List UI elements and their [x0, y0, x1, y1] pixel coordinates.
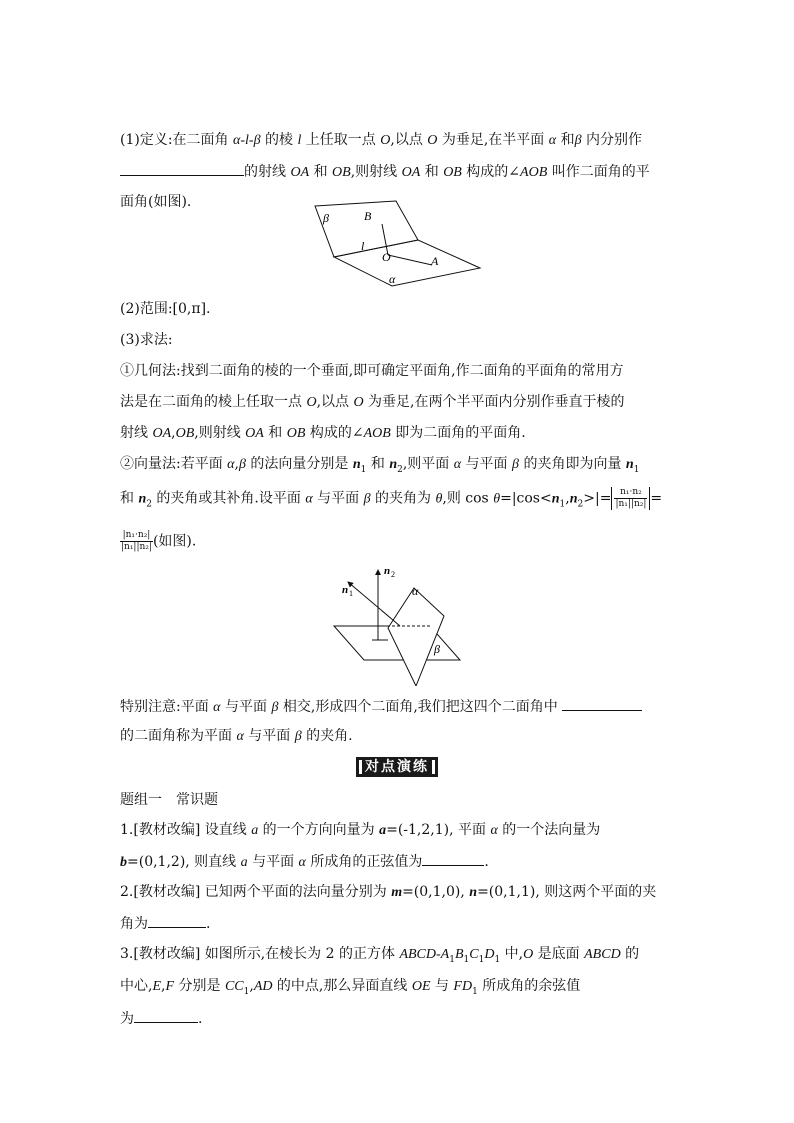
- label-B: B: [364, 209, 372, 223]
- abs-fraction: $\frac{\text{n₁·n₂}}{\text{|n₁||n₂|}}$: [611, 487, 650, 510]
- cos-fraction: $\frac{\text{|n₁·n₂|}}{\text{|n₁||n₂|}}$: [121, 530, 152, 552]
- label-beta: β: [434, 642, 440, 656]
- label-A: A: [431, 254, 439, 268]
- question-1-line-2: b=(0,1,2), 则直线 a 与平面 α 所成角的正弦值为 .: [120, 851, 489, 873]
- question-1-line-1: 1.[教材改编] 设直线 a 的一个方向向量为 a=(-1,2,1), 平面 α 的一个法向量为: [120, 822, 601, 838]
- vec-line-1: ②向量法:若平面 α,β 的法向量分别是 $n_1$ 和 $n_2$,则平面 α 与平面 β 的夹角即为向量 $n_1$: [120, 456, 640, 475]
- question-2-line-2: 角为 .: [120, 913, 210, 934]
- question-3-line-1: 3.[教材改编] 如图所示,在棱长为 2 的正方体 ABCD-$A_1B_1C_1D_1$ 中,O 是底面 ABCD 的: [120, 946, 640, 965]
- note-line-2: 的二面角称为平面 α 与平面 β 的夹角.: [120, 728, 353, 744]
- answer-blank: [120, 161, 244, 176]
- range-text: (2)范围:[0,π].: [120, 301, 211, 317]
- answer-blank: [148, 913, 206, 928]
- answer-blank: [134, 1008, 198, 1023]
- label-alpha: α: [412, 584, 419, 598]
- group-title: 题组一 常识题: [120, 792, 218, 808]
- label-n2-sub: 2: [391, 570, 395, 579]
- definition-line-3: 面角(如图).: [120, 194, 192, 210]
- label-O: O: [382, 250, 391, 264]
- geo-line-1: ①几何法:找到二面角的棱的一个垂面,即可确定平面角,作二面角的平面角的常用方: [120, 363, 624, 379]
- definition-line-2: 的射线 OA 和 OB,则射线 OA 和 OB 构成的∠AOB 叫作二面角的平: [120, 161, 650, 183]
- question-3-line-3: 为 .: [120, 1008, 202, 1029]
- label-alpha: α: [389, 272, 396, 286]
- label-n1-sub: 1: [349, 589, 353, 598]
- answer-blank: [422, 851, 484, 866]
- question-2-line-1: 2.[教材改编] 已知两个平面的法向量分别为 m=(0,1,0), n=(0,1,1), 则这两个平面的夹: [120, 884, 657, 900]
- answer-blank: [562, 696, 642, 711]
- vec-line-3: $\frac{\text{|n₁·n₂|}}{\text{|n₁||n₂|}}$ (如图).: [121, 530, 197, 552]
- label-n2: n: [384, 565, 391, 577]
- geo-line-3: 射线 OA,OB,则射线 OA 和 OB 构成的∠AOB 即为二面角的平面角.: [120, 425, 526, 441]
- vec-line-2: 和 $n_2$ 的夹角或其补角.设平面 α 与平面 β 的夹角为 θ,则 $\cos \theta=|\cos<n_1,n_2>|=$ $\frac{\text{n₁·n₂}}{\text{|n₁||n₂|}}$ =: [120, 487, 663, 510]
- method-title: (3)求法:: [120, 332, 173, 348]
- label-l: l: [361, 239, 365, 253]
- question-3-line-2: 中心,E,F 分别是 $CC_1,AD$ 的中点,那么异面直线 OE 与 $FD_1$ 所成角的余弦值: [120, 978, 581, 997]
- dihedral-angle-figure: [310, 196, 485, 292]
- label-beta: β: [323, 211, 329, 225]
- label-n1: n: [342, 584, 349, 596]
- normal-vector-figure: [330, 560, 462, 686]
- practice-badge: 对点演练: [356, 757, 438, 777]
- definition-line-1: (1)定义:在二面角 α-l-β 的棱 l 上任取一点 O,以点 O 为垂足,在半平面 α 和β 内分别作: [120, 132, 643, 148]
- geo-line-2: 法是在二面角的棱上任取一点 O,以点 O 为垂足,在两个半平面内分别作垂直于棱的: [120, 394, 625, 410]
- note-line-1: 特别注意:平面 α 与平面 β 相交,形成四个二面角,我们把这四个二面角中: [120, 696, 642, 718]
